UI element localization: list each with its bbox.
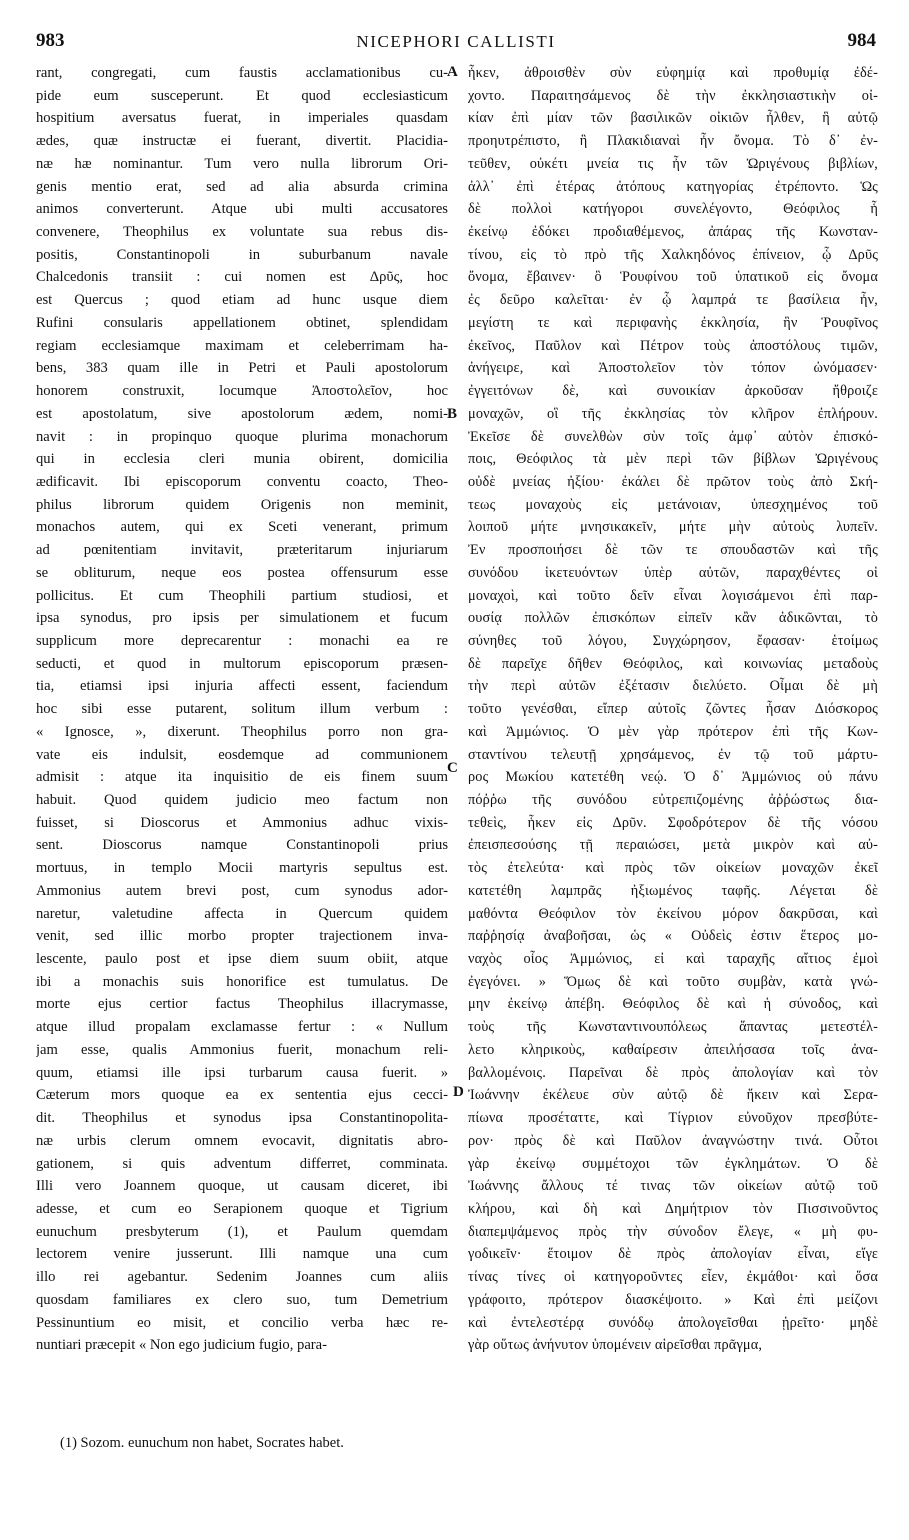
margin-marker-d: D [453,1084,464,1100]
greek-text-line: παῤῥησίᾳ ἀναβοῆσαι, ὡς « Οὐδεὶς ἐστιν ἕτερος μο- [468,928,878,945]
latin-text-line: Rufini consularis appellationem obtinet, splendidam [36,314,448,331]
greek-text-line: μεγίστη τε καὶ περιφανὴς ἐκκλησία, ἣν Ῥουφῖνος [468,314,878,331]
latin-text-line: ædificavit. Ibi episcoporum conventu coacto, Theo- [36,473,448,490]
latin-text-line: ipsa synodus, pro ipsis per simulationem et fucum [36,610,448,627]
latin-text-line: animos converterunt. Atque ubi multi accusatores [36,201,448,218]
greek-text-line: καὶ Ἀμμώνιος. Ὁ μὲν γὰρ πρότερον ἐπὶ τῆς Κων- [468,723,878,740]
latin-text-line: nuntiari præcepit « Non ego judicium fugio, para- [36,1337,327,1354]
greek-text-line: λετο κληρικοὺς, καθαίρεσιν ἀπειλήσασα τοῖς ἀνα- [468,1041,878,1058]
latin-text-line: illo rei agebantur. Sedenim Joannes cum aliis [36,1269,448,1286]
greek-text-line: τεῦθεν, οὐκέτι μνεία τις ἦν τῶν Ὠριγένους βιβλίων, [468,155,878,172]
greek-text-line: ποις, Θεόφιλος τὰ μὲν περὶ τῶν βίβλων Ὠριγένους [468,451,878,468]
latin-text-line: est Quercus ; quod etiam ad hunc usque diem [36,292,448,309]
latin-text-line: navit : in propinquo quoque plurima monachorum [36,428,448,445]
greek-text-line: δὲ παρεῖχε δῆθεν Θεόφιλος, καὶ κοινωνίας μεταδοὺς [468,655,878,672]
latin-text-line: positis, Constantinopoli in suburbanum navale [36,246,448,263]
latin-text-line: Chalcedonis transiit : cui nomen est Δρῦς, hoc [36,269,448,286]
footnote: (1) Sozom. eunuchum non habet, Socrates habet. [60,1435,344,1451]
margin-marker-c: C [447,760,458,776]
latin-text-line: philus librorum quidem Origenis non meminit, [36,496,448,513]
greek-text-line: τεθεὶς, ἧκεν εἰς Δρῦν. Σφοδρότερον δὲ τῆς νόσου [468,814,878,831]
greek-text-line: ἐς δεῦρο καλεῖται· ἐν ᾧ λαμπρά τε βασίλεια ἦν, [468,292,878,309]
greek-text-line: τίνου, εἰς τὸ πρὸ τῆς Χαλκηδόνος ἐπίνειον, ᾧ Δρῦς [468,246,878,263]
latin-text-line: eunuchum presbyterum (1), et Paulum quemdam [36,1223,448,1240]
latin-text-line: naretur, valetudine affecta in Quercum quidem [36,905,448,922]
greek-text-line: ὄνομα, ἔβαινεν· ὃ Ῥουφίνου τοῦ ὑπατικοῦ εἰς ὄνομα [468,269,878,286]
greek-text-line: τοῦτο γενέσθαι, εἴπερ αὐτοῖς ζῶντες ἦσαν Διόσκορος [468,701,878,718]
greek-text-line: ναχὸς οἷος Ἀμμώνιος, εἰ καὶ ταραχῆς αἴτιος ἐμοὶ [468,951,878,968]
margin-marker-b: B [447,406,458,422]
page-number-left: 983 [36,30,65,51]
latin-text-line: supplicum more deprecarentur : monachi ea re [36,632,448,649]
latin-text-line: adesse, et cum eo Serapionem quoque et Tigrium [36,1200,448,1217]
greek-text-line: ἀνήγειρε, καὶ Ἀποστολεῖον τὸν τόπον ὠνόμασεν· [468,360,878,377]
latin-text-line: atque illud propalam exclamasse fertur : « Nullum [36,1019,448,1036]
greek-text-line: ἐκεῖνος, Παῦλον καὶ Πέτρον τοὺς ἀποστόλους τιμῶν, [468,337,878,354]
latin-text-line: se obliturum, neque eos postea offensurum esse [36,564,448,581]
greek-text-line: μην ἐκείνῳ ἀπέβη. Θεόφιλος δὲ καὶ ἡ σύνοδος, καὶ [468,996,878,1013]
latin-text-line: sent. Dioscorus namque Constantinopoli prius [36,837,448,854]
greek-text-line: γράφοιτο, πρότερον διασκέψοιτο. » Καὶ ἐπὶ μείζονι [468,1291,878,1308]
greek-text-line: ουσίᾳ πολλῶν ἐπισκόπων εἰπεῖν κἂν ἀδικῶνται, τὸ [468,610,878,627]
latin-text-line: « Ignosce, », dixerunt. Theophilus porro non gra- [36,723,448,740]
running-header [36,30,876,60]
greek-text-line: δὲ πολλοὶ κατήγοροι συνελέγοντο, Θεόφιλος ἧ [468,201,878,218]
greek-text-line: οὐδὲ μνείας ἠξίου· ἐκάλει δὲ πρῶτον τοὺς ἀπὸ Σκή- [468,473,878,490]
latin-text-line: næ urbis clerum omnem evocavit, dignitatis abro- [36,1132,448,1149]
greek-text-line: σύνηθες τοῦ λόγου, Συγχώρησον, ἔφασαν· ἑτοίμως [468,632,878,649]
greek-text-line: πόῤῥω τῆς συνόδου εὐτρεπιζομένης ἀῤῥώστως δια- [468,792,878,808]
greek-text-line: βαλλομένοις. Παρεῖναι δὲ πρὸς ἀπολογίαν καὶ τὸν [468,1064,878,1081]
latin-text-line: bens, 383 quam ille in Petri et Pauli apostolorum [36,360,448,377]
latin-text-line: admisit : atque ita inquisitio de eis finem suum [36,769,448,786]
page-number-right: 984 [847,30,876,51]
latin-text-line: Ammonius autem brevi post, cum synodus ador- [36,882,448,899]
greek-text-line: κλήρου, καὶ δὴ καὶ Δημήτριον τὸν Πισσινοῦντος [468,1200,878,1217]
latin-text-line: Pessinuntium eo misit, et concilio verba hæc re- [36,1314,448,1331]
greek-text-line: τὸς ἐτελεύτα· καὶ πρὸς τῶν οἰκείων μοναχῶν ἐκεῖ [468,860,878,877]
latin-text-line: mortuus, in templo Mocii martyris sepultus est. [36,860,448,877]
greek-text-line: χοντο. Παραιτησάμενος δὲ τὴν ἐκκλησιαστικὴν οἰ- [468,87,878,104]
greek-text-line: λοιποῦ μήτε μνησικακεῖν, μήτε μὴν αὐτοὺς λυπεῖν. [468,519,878,536]
latin-text-line: morte ejus certior factus Theophilus illacrymasse, [36,996,448,1013]
latin-text-line: tia, etiamsi ipsi injuria affecti essent, faciendum [36,678,448,695]
greek-text-line: γὰρ ἐκείνῳ συμμέτοχοι τῶν ἐγκλημάτων. Ὁ δὲ [468,1155,878,1172]
latin-text-line: ibi a monachis suis honorifice est tumulatus. De [36,973,448,990]
greek-text-line: καὶ ἐντελεστέρᾳ συνόδῳ ἀπολογεῖσθαι ᾑρεῖτο· μηδὲ [468,1314,878,1331]
greek-text-line: Ἰωάννης ἄλλους τέ τινας τῶν οἰκείων αὐτῷ τοῦ [468,1178,878,1195]
latin-text-line: quum, etiamsi ille ipsi turbarum causa fuerit. » [36,1064,448,1081]
latin-text-line: dit. Theophilus et synodus ipsa Constantinopolita- [36,1110,448,1127]
latin-text-line: est apostolatum, sive apostolorum ædem, nomi- [36,405,448,422]
greek-text-line: τὴν περὶ αὐτῶν ἐξέτασιν διελύετο. Οἶμαι δὲ μὴ [468,678,878,695]
latin-text-line: genis mentio erat, sed ad alia absurda crimina [36,178,448,195]
greek-text-line: μαθόντα Θεόφιλον τὸν ἐκείνου μόρον δακρῦσαι, καὶ [468,905,878,922]
latin-text-line: regiam ecclesiamque maximam et celeberrimam ha- [36,337,448,354]
latin-text-line: convenere, Theophilus ex voluntate sua rebus dis- [36,224,448,241]
greek-text-line: πίωνα προσέταττε, καὶ Τίγριον εὐνοῦχον πρεσβύτε- [468,1110,878,1127]
latin-text-line: pollicitus. Et cum Theophili partium studiosi, et [36,587,448,604]
running-title: NICEPHORI CALLISTI [356,32,556,51]
greek-text-line: προηυτρέπιστο, ἣ Πλακιδιαναὶ ἦν ὄνομα. Τὸ δ᾽ ἐν- [468,133,878,150]
latin-text-line: monachos autem, qui ex Sceti venerant, primum [36,519,448,536]
greek-text-line: ἐπεισπεσούσης τῇ περαιώσει, μετὰ μικρὸν καὶ αὐ- [468,837,878,854]
latin-text-line: seducti, et quod in multorum episcoporum præsen- [36,655,448,672]
latin-text-line: gationem, si quis adventum differret, comminata. [36,1155,448,1172]
latin-text-line: pide eum susceperunt. Et quod ecclesiasticum [36,87,448,104]
greek-text-line: διαπεμψάμενος πρὸς τὴν σύνοδον ἔλεγε, « μὴ φυ- [468,1223,878,1240]
latin-text-line: quosdam familiares ex clero suo, tum Demetrium [36,1291,448,1308]
latin-text-line: vate eis indulsit, eosdemque ad communionem [36,746,448,763]
latin-column [36,62,448,1357]
greek-text-line: ρον· πρὸς δὲ καὶ Παῦλον ἀναγνώστην τινά. Οὗτοι [468,1132,878,1149]
greek-text-line: Ἰωάννην ἐκέλευε σὺν αὐτῷ δὲ ἥκειν καὶ Σερα- [468,1087,878,1104]
greek-text-line: μοναχῶν, οἳ τῆς ἐκκλησίας τὸν κλῆρον ἐπλήρουν. [468,405,878,422]
latin-text-line: rant, congregati, cum faustis acclamationibus cu- [36,65,448,81]
greek-text-line: ἧκεν, ἀθροισθὲν σὺν εὐφημίᾳ καὶ προθυμίᾳ ἐδέ- [468,65,878,81]
greek-text-line: σταντίνου τελευτῇ χρησάμενος, ἐν τῷ τοῦ μάρτυ- [468,746,878,763]
greek-text-line: Ἐκεῖσε δὲ συνελθὼν σὺν τοῖς ἀμφ᾽ αὐτὸν ἐπισκό- [468,428,878,445]
greek-text-line: τίνας τίνες οἱ κατηγοροῦντες εἶεν, ἐκμάθοι· καὶ ὅσα [468,1269,878,1286]
margin-marker-a: A [447,64,458,80]
greek-text-line: γοδικεῖν· ἕτοιμον δὲ πρὸς ἀπολογίαν εἶναι, εἴγε [468,1246,878,1263]
greek-text-line: Ἐν προσποιήσει δὲ τῶν τε σπουδαστῶν καὶ τῆς [468,542,878,559]
greek-text-line: γὰρ οὕτως ἀνήνυτον ὑπομένειν αἱρεῖσθαι πρᾶγμα, [468,1337,763,1354]
latin-text-line: lescente, paulo post et ipse diem suum obiit, atque [36,951,448,968]
greek-text-line: τοὺς τῆς Κωνσταντινουπόλεως ἅπαντας μετεστέλ- [468,1019,878,1036]
greek-text-line: ἐκείνῳ ἐδόκει προδιαθέμενος, ἀπάρας τῆς Κωνσταν- [468,224,878,241]
latin-text-line: hoc sibi esse putarent, solitum illum verbum : [36,701,448,718]
latin-text-line: venit, sed illic morbo propter trajectionem inva- [36,928,448,945]
greek-text-line: συνόδου ἱκετευόντων ὑπὲρ αὐτῶν, παραχθέντες οἱ [468,564,878,581]
greek-text-line: ρος Μωκίου κατετέθη νεῴ. Ὁ δ᾽ Ἀμμώνιος οὐ πάνυ [468,769,878,786]
greek-column [468,62,878,1357]
greek-text-line: ἐγεγόνει. » Ὅμως δὲ καὶ τοῦτο συμβὰν, κατὰ γνώ- [468,973,878,990]
latin-text-line: Cæterum mors quoque ea ex sententia ejus cecci- [36,1087,448,1104]
latin-text-line: hospitium aversatus fuerat, in imperiales quasdam [36,110,448,127]
greek-text-line: ἐγγειτόνων δὲ, καὶ συνοικίαν ἀρκοῦσαν ἤθροιζε [468,383,878,400]
latin-text-line: ad pœnitentiam invitavit, præteritarum injuriarum [36,542,448,559]
latin-text-line: næ hæ nominantur. Tum vero nulla librorum Ori- [36,155,448,172]
greek-text-line: ἀλλ᾽ ἐπὶ ἑτέρας ἀτόπους κατηγορίας ἐτρέποντο. Ὡς [468,178,878,195]
greek-text-line: κίαν ἐπὶ μίαν τῶν βασιλικῶν οἰκιῶν ἦλθεν, ἣ αὐτῷ [468,110,878,127]
greek-text-line: τεως μοναχοὺς εἰς μετάνοιαν, ὑπεσχημένος τοῦ [468,496,878,513]
greek-text-line: μοναχοὶ, καὶ τοῦτο δεῖν εἶναι λογισάμενοι ἐπὶ παρ- [468,587,878,604]
latin-text-line: ædes, quæ instructæ ei fuerant, divertit. Placidia- [36,133,448,150]
latin-text-line: qui in ecclesia cleri munia obirent, domicilia [36,451,448,468]
latin-text-line: honorem construxit, locumque Ἀποστολεῖον, hoc [36,383,448,400]
latin-text-line: habuit. Quod quidem judicio meo factum non [36,792,448,808]
latin-text-line: fuisset, si Dioscorus et Ammonius adhuc vixis- [36,814,448,831]
greek-text-line: κατετέθη λαμπρᾶς ἠξιωμένος ταφῆς. Λέγεται δὲ [468,882,878,899]
latin-text-line: Illi vero Joannem quoque, ut causam diceret, ibi [36,1178,448,1195]
latin-text-line: lectorem venire jusserunt. Illi namque una cum [36,1246,448,1263]
latin-text-line: jam esse, qualis Ammonius fuerit, monachum reli- [36,1041,448,1058]
